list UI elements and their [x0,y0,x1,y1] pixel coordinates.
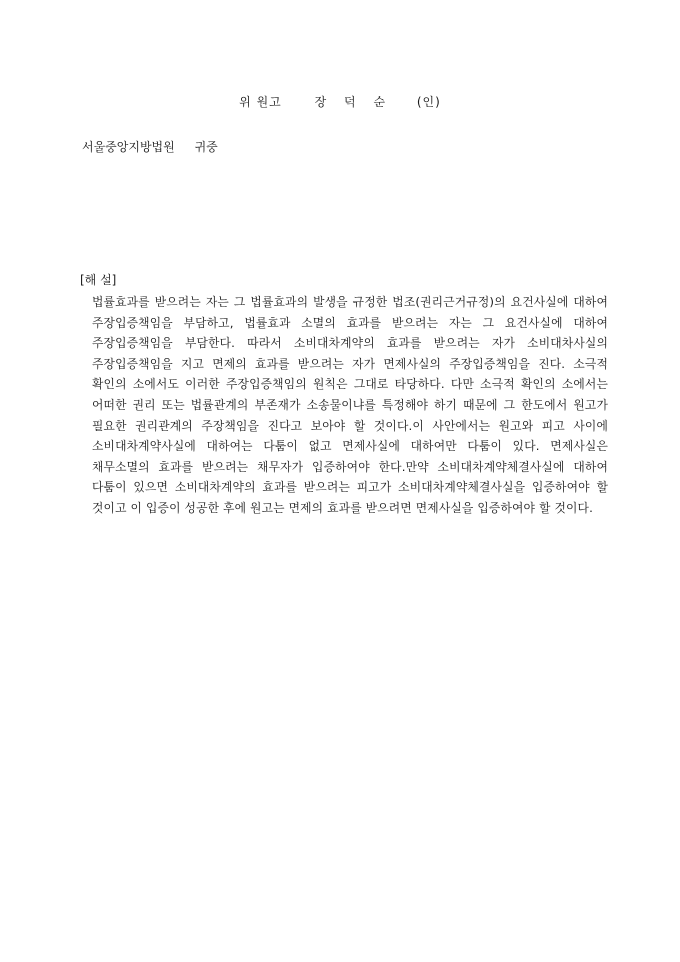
commentary-heading: [해 설] [80,273,117,287]
court-honorific: 귀중 [194,140,218,154]
court-addressee [82,138,218,155]
plaintiff-name-char: 장 [314,95,328,109]
commentary-body: 법률효과를 받으려는 자는 그 법률효과의 발생을 규정한 법조(권리근거규정)의 요건사실에 대하여 주장입증책임을 부담하고, 법률효과 소멸의 효과를 받으려는 자는 그 요건사실에 대하여 주장입증책임을 부담한다. 따라서 소비대차계약의 효과를 받으려는 자가 소비대차사실의 주장입증책임을 지고 면제의 효과를 받으려는 자가 면제사실의 주장입증책임을 진다. 소극적 확인의 소에서도 이러한 주장입증책임의 원칙은 그대로 타당하다. 다만 소극적 확인의 소에서는 어떠한 권리 또는 법률관계의 부존재가 소송물이냐를 특정해야 하기 때문에 그 한도에서 원고가 필요한 권리관계의 주장책임을 진다고 보아야 할 것이다.이 사안에서는 원고와 피고 사이에 소비대차계약사실에 대하여는 다툼이 없고 면제사실에 대하여만 다툼이 있다. 면제사실은 채무소멸의 효과를 받으려는 채무자가 입증하여야 한다.만약 소비대차계약체결사실에 대하여 다툼이 있으면 소비대차계약의 효과를 받으려는 피고가 소비대차계약체결사실을 입증하여야 할 것이고 이 입증이 성공한 후에 원고는 면제의 효과를 받으려면 면제사실을 입증하여야 할 것이다. [92,295,608,515]
plaintiff-name-char: 순 [373,95,387,109]
plaintiff-signature-line [0,93,680,110]
court-name: 서울중앙지방법원 [82,140,175,154]
plaintiff-name-char: 덕 [344,95,357,109]
plaintiff-label: 위 원고 [239,95,282,109]
seal-mark: (인) [416,95,441,109]
plaintiff-name [309,93,392,110]
commentary-section [80,271,608,519]
